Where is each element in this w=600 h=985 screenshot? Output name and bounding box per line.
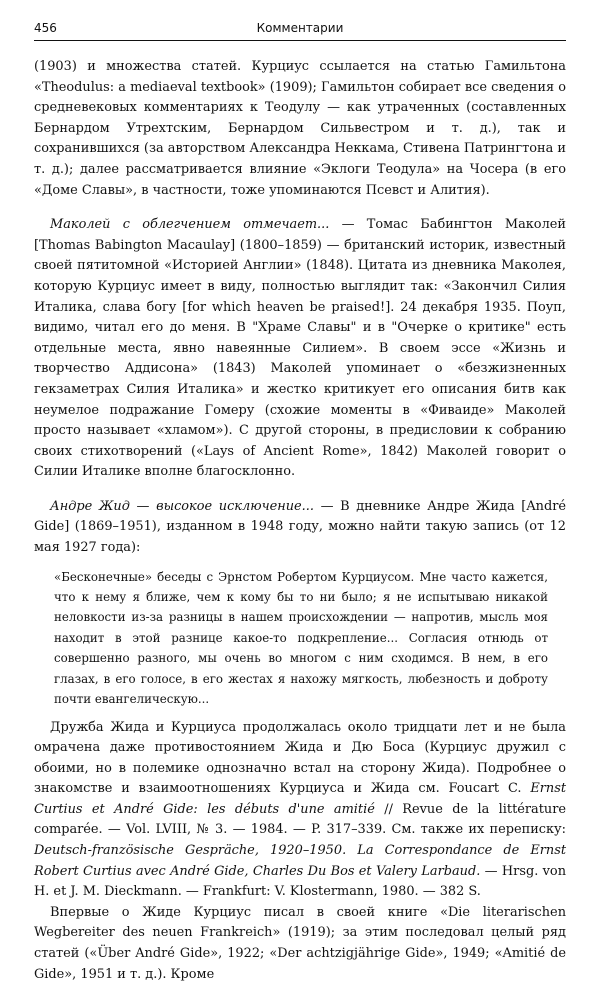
paragraph-theodulus: (1903) и множества статей. Курциус ссылается на статью Гамильтона «Theodulus: a mediaeval textbook» (1909); Гамильтон собирает все сведения о средневековых комментариях к Теодулу — как утраченных (составленных Бернардом Утрехтским, Бернардом Сильвестром и т. д.), так и сохранившихся (за авторством Александра Неккама, Стивена Патрингтона и т. д.); далее рассматривается влияние «Эклоги Теодула» на Чосера (в его «Доме Славы», в частности, тоже упоминаются Псевст и Алития). xyxy=(34,59,566,198)
quote-gap xyxy=(34,559,566,567)
paragraph-friendship: Дружба Жида и Курциуса продолжалась около тридцати лет и не была омрачена даже противостоянием Жида и Дю Боса (Курциус дружил с обоими, но в полемике однозначно встал на сторону Жида). Подробнее о знакомстве и взаимоотношениях Курциуса и Жида см. Foucart C. Ernst Curtius et André Gide: les débuts d'une amitié // Revue de la littérature comparée. — Vol. LVIII, № 3. — 1984. — P. 317–339. См. также их переписку: Deutsch-französische Gespräche, 1920–1950. La Correspondance de Ernst Robert Curtius avec André Gide, Charles Du Bos et Valery Larbaud. — Hrsg. von H. et J. M. Dieckmann. — Frankfurt: V. Klostermann, 1980. — 382 S. xyxy=(34,719,566,900)
citation-foucart-title: Ernst Curtius et André Gide: les débuts d'une amitié xyxy=(34,781,566,817)
paragraph-gap xyxy=(34,201,566,215)
book-page xyxy=(34,18,566,985)
running-head: Комментарии xyxy=(256,21,344,35)
lemma-macaulay: Маколей с облегчением отмечает... xyxy=(50,217,330,233)
page-content xyxy=(34,57,566,985)
page-header xyxy=(34,18,566,41)
page-number: 456 xyxy=(34,21,57,35)
citation-correspondence-title: Deutsch-französische Gespräche, 1920–1950. La Correspondance de Ernst Robert Curtius avec André Gide, Charles Du Bos et Valery Larbaud. xyxy=(34,843,566,879)
gide-diary-quote: «Бесконечные» беседы с Эрнстом Робертом Курциусом. Мне часто кажется, что к нему я ближе, чем к кому бы то ни было; я не испытываю никакой неловкости из-за разницы в нашем происхождении — напротив, мысль моя находит в этой разнице какое-то подкрепление... Согласия отнюдь от совершенно разного, мы очень во многом с ним сходимся. В нем, в его глазах, в его голосе, в его жестах я нахожу мягкость, любезность и доброту почти евангелическую... xyxy=(54,569,548,707)
paragraph-wegbereiter: Впервые о Жиде Курциус писал в своей книге «Die literarischen Wegbereiter des neuen Frankreich» (1919); за этим последовал целый ряд статей («Über André Gide», 1922; «Der achtzigjährige Gide», 1949; «Amitié de Gide», 1951 и т. д.). Кроме xyxy=(34,904,566,982)
lemma-gide: Андре Жид — высокое исключение... xyxy=(50,498,314,514)
paragraph-macaulay: Маколей с облегчением отмечает... — Томас Бабингтон Маколей [Thomas Babington Macaulay] (1800–1859) — британский историк, известный своей пятитомной «Историей Англии» (1848). Цитата из дневника Маколея, которую Курциус имеет в виду, полностью выглядит так: «Закончил Силия Италика, слава богу [for which heaven be praised!]. 24 декабря 1935. Поуп, видимо, читал его до меня. В "Храме Славы" и в "Очерке о критике" есть отдельные места, явно навеянные Силием». В своем эссе «Жизнь и творчество Аддисона» (1843) Маколей упоминает о «безжизненных гекзаметрах Силия Италика» и жестко критикует его описания битв как неумелое подражание Гомеру (схожие моменты в «Фиваиде» Маколей просто называет «хламом»). С другой стороны, в предисловии к собранию своих стихотворений («Lays of Ancient Rome», 1842) Маколей говорит о Силии Италике вполне благосклонно. xyxy=(34,217,566,480)
paragraph-gide-intro: Андре Жид — высокое исключение... — В дневнике Андре Жида [André Gide] (1869–1951), изданном в 1948 году, можно найти такую запись (от 12 мая 1927 года): xyxy=(34,498,566,556)
paragraph-gap xyxy=(34,483,566,497)
quote-gap xyxy=(34,710,566,718)
